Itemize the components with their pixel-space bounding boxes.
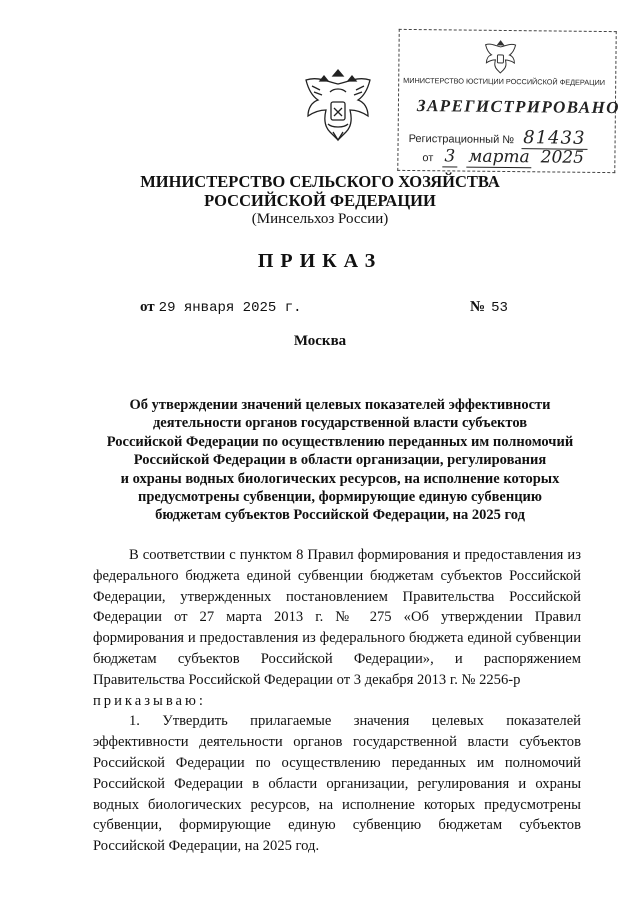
order-directive: приказываю:	[93, 692, 206, 709]
order-city: Москва	[293, 333, 347, 349]
subject-line: бюджетам субъектов Российской Федерации, на 2025 год	[155, 507, 525, 524]
coat-of-arms-icon	[300, 66, 376, 148]
ministry-name-line1: МИНИСТЕРСТВО СЕЛЬСКОГО ХОЗЯЙСТВА	[140, 172, 500, 191]
subject-line: Российской Федерации в области организации, регулирования	[133, 452, 547, 469]
ministry-name-line2: РОССИЙСКОЙ ФЕДЕРАЦИИ	[204, 191, 436, 210]
stamp-date-month: марта	[466, 147, 532, 169]
body-paragraph-2: 1. Утвердить прилагаемые значения целевых показателей эффективности деятельности органов государственной власти субъектов Российской Федерации по осуществлению переданных им полномочий Российской Федерации в области организации, регулирования и охраны водных биологических ресурсов, на исполнение которых предусмотрены субвенции, формирующие единую субвенцию бюджетам субъектов Российской Федерации, на 2025 год.	[93, 713, 581, 855]
document-title: ПРИКАЗ	[257, 250, 383, 272]
stamp-reg-number: 81433	[521, 127, 587, 150]
ministry-short-name: (Минсельхоз России)	[251, 211, 389, 227]
ministry-name	[0, 172, 640, 210]
stamp-registered-label: ЗАРЕГИСТРИРОВАНО	[416, 96, 620, 118]
order-number	[470, 299, 508, 316]
order-subject	[80, 396, 600, 525]
subject-line: и охраны водных биологических ресурсов, на исполнение которых	[120, 470, 560, 487]
order-date	[140, 299, 302, 316]
subject-line: Об утверждении значений целевых показателей эффективности	[129, 397, 551, 413]
stamp-date-year: 2025	[540, 147, 585, 168]
order-number-value: 53	[491, 300, 508, 316]
stamp-ministry-name: МИНИСТЕРСТВО ЮСТИЦИИ РОССИЙСКОЙ ФЕДЕРАЦИИ	[403, 75, 606, 88]
stamp-date-prefix: от	[422, 152, 434, 165]
order-number-label: №	[470, 299, 486, 315]
subject-line: Российской Федерации по осуществлению переданных им полномочий	[106, 433, 574, 450]
subject-line: предусмотрены субвенции, формирующие единую субвенцию	[138, 489, 542, 506]
stamp-date-day: 3	[442, 146, 457, 167]
stamp-reg-label: Регистрационный №	[408, 132, 515, 147]
order-date-value: 29 января 2025 г.	[158, 300, 302, 316]
stamp-emblem-icon	[483, 39, 517, 75]
registration-stamp	[397, 29, 620, 173]
subject-line: деятельности органов государственной власти субъектов	[152, 415, 528, 432]
order-body	[93, 545, 581, 857]
body-paragraph-1: В соответствии с пунктом 8 Правил формирования и предоставления из федерального бюджета единой субвенции бюджетам субъектов Российской Федерации, утвержденных постановлением Правительства Российской Федерации от 27 марта 2013 г. № 275 «Об утверждении Правил формирования и предоставления из федерального бюджета единой субвенции бюджетам субъектов Российской Федерации», и распоряжением Правительства Российской Федерации от 3 декабря 2013 г. № 2256-р	[93, 547, 581, 688]
stamp-date-line	[422, 146, 584, 168]
order-date-prefix: от	[140, 299, 155, 315]
